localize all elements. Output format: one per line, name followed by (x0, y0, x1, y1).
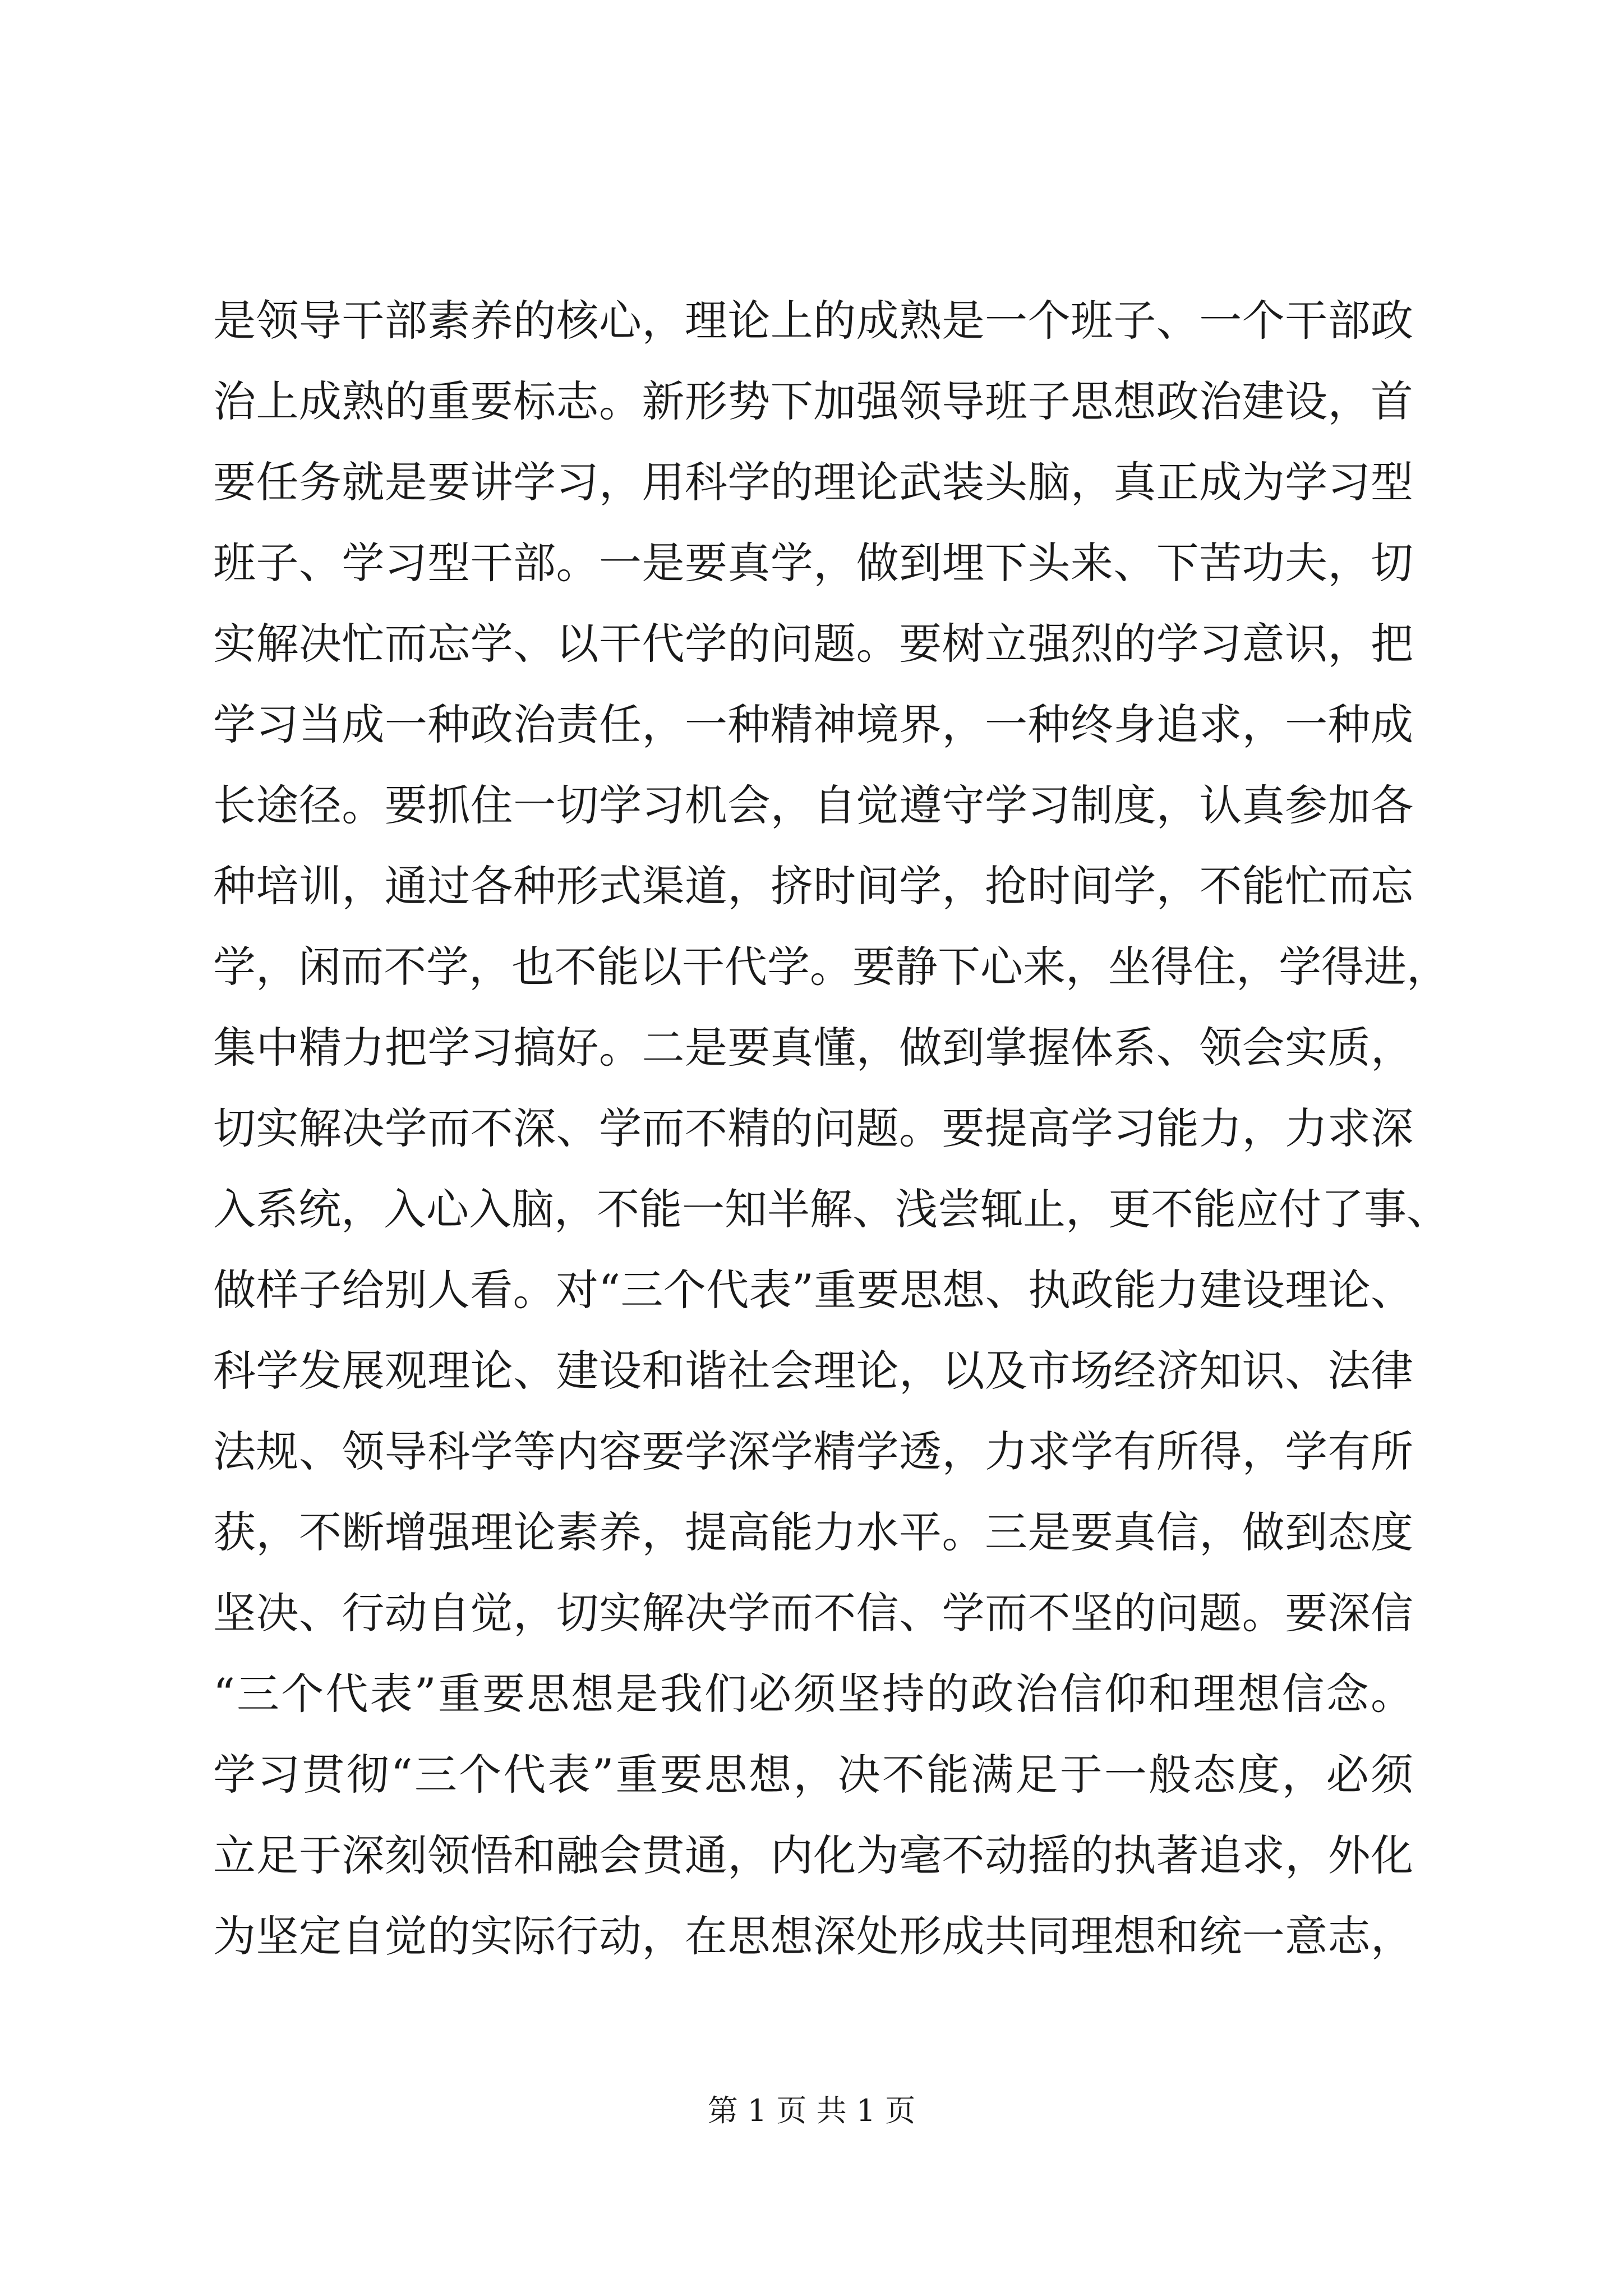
text-line: 治上成熟的重要标志。新形势下加强领导班子思想政治建设，首 (213, 376, 1413, 426)
text-line: 集中精力把学习搞好。二是要真懂，做到掌握体系、领会实质， (213, 1023, 1413, 1073)
text-line: 学习当成一种政治责任，一种精神境界，一种终身追求，一种成 (213, 700, 1413, 749)
text-line: 种培训，通过各种形式渠道，挤时间学，抢时间学，不能忙而忘 (213, 861, 1413, 911)
text-line: 学，闲而不学，也不能以干代学。要静下心来，坐得住，学得进， (213, 942, 1449, 992)
text-line: 班子、学习型干部。一是要真学，做到埋下头来、下苦功夫，切 (213, 538, 1413, 588)
text-line: 长途径。要抓住一切学习机会，自觉遵守学习制度，认真参加各 (213, 780, 1413, 830)
text-line: “三个代表”重要思想是我们必须坚持的政治信仰和理想信念。 (213, 1669, 1413, 1719)
text-line: 入系统，入心入脑，不能一知半解、浅尝辄止，更不能应付了事、 (213, 1184, 1449, 1234)
page-footer (0, 2087, 1623, 2130)
text-line: 为坚定自觉的实际行动，在思想深处形成共同理想和统一意志， (213, 1911, 1413, 1961)
text-line: 是领导干部素养的核心，理论上的成熟是一个班子、一个干部政 (213, 296, 1413, 346)
page-number: 第 1 页 共 1 页 (707, 2093, 916, 2128)
text-line: 获，不断增强理论素养，提高能力水平。三是要真信，做到态度 (213, 1507, 1413, 1557)
text-line: 立足于深刻领悟和融会贯通，内化为毫不动摇的执著追求，外化 (213, 1830, 1413, 1880)
text-line: 坚决、行动自觉，切实解决学而不信、学而不坚的问题。要深信 (213, 1588, 1413, 1638)
text-line: 科学发展观理论、建设和谐社会理论，以及市场经济知识、法律 (213, 1346, 1413, 1396)
body-text (213, 280, 1449, 1977)
text-line: 要任务就是要讲学习，用科学的理论武装头脑，真正成为学习型 (213, 457, 1413, 507)
text-line: 切实解决学而不深、学而不精的问题。要提高学习能力，力求深 (213, 1103, 1413, 1153)
text-line: 实解决忙而忘学、以干代学的问题。要树立强烈的学习意识，把 (213, 619, 1413, 669)
text-line: 法规、领导科学等内容要学深学精学透，力求学有所得，学有所 (213, 1427, 1413, 1476)
text-line: 学习贯彻“三个代表”重要思想，决不能满足于一般态度，必须 (213, 1750, 1413, 1800)
text-line: 做样子给别人看。对“三个代表”重要思想、执政能力建设理论、 (213, 1265, 1413, 1315)
